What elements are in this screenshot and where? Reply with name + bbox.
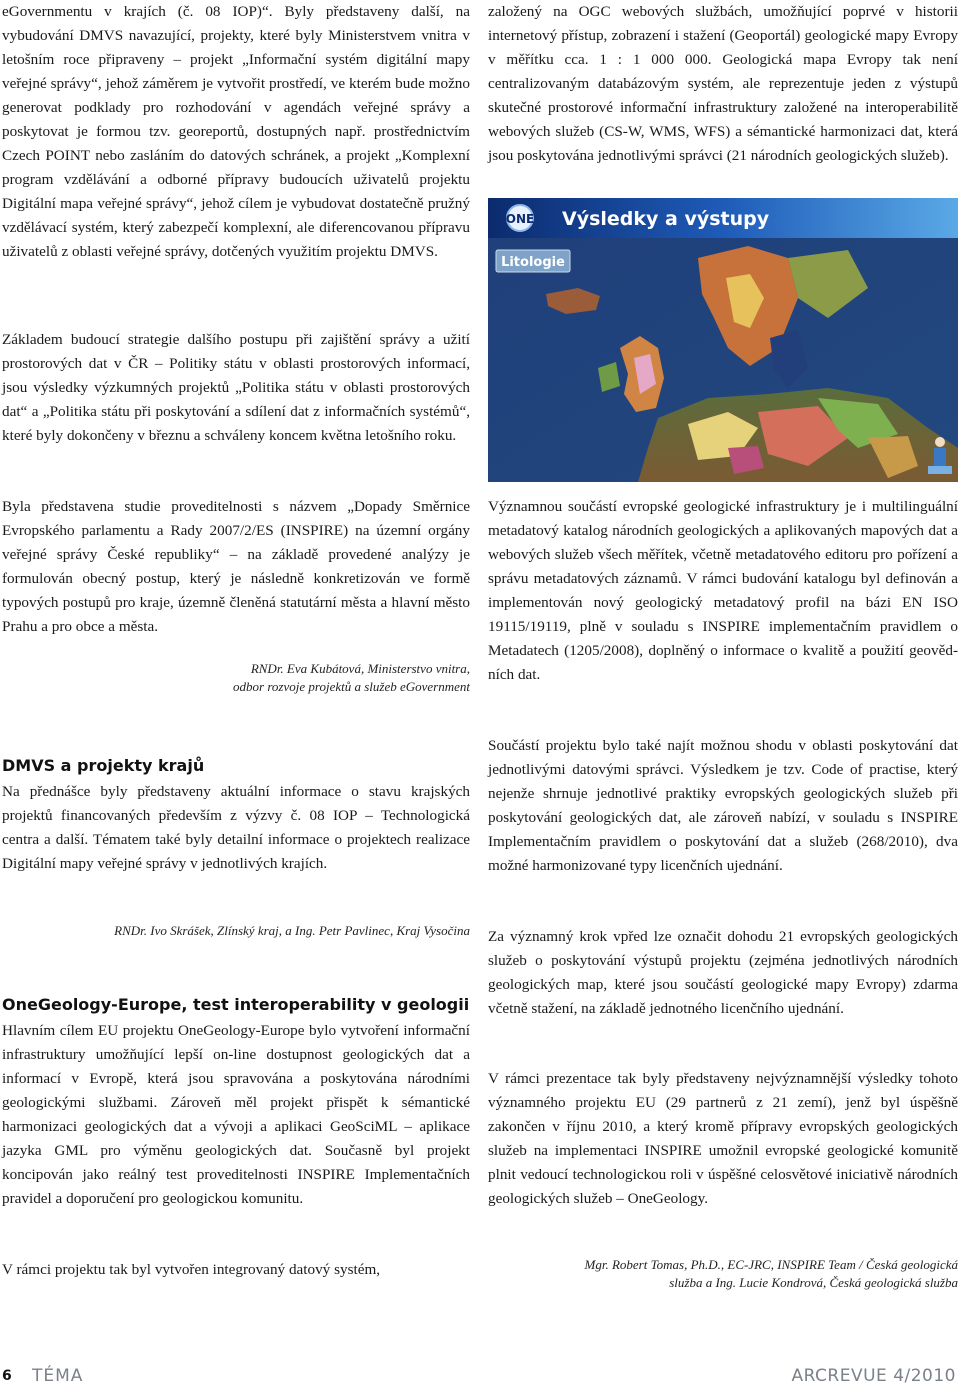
section-heading-dmvs: DMVS a projekty krajů (2, 756, 205, 775)
signature-line: Mgr. Robert Tomas, Ph.D., EC-JRC, INSPIRE Team / Česká geologická (584, 1257, 958, 1272)
left-paragraph-2: Základem budoucí strategie dalšího postupu při zajištění správy a užití prostorových dat v ČR – Politiky státu v oblasti prostorových informací, jsou výsledky výzkumných projektů „Politika státu v oblasti prostorových dat“ a „Politika státu při poskytování a sdílení dat z informačních systémů“, které byly dokončeny v březnu a schváleny koncem května letošního roku. (2, 331, 470, 444)
section-label: TÉMA (32, 1366, 84, 1386)
left-paragraph-4: Na přednášce byly představeny aktuální informace o stavu krajských projektů financovaných především z výzvy č. 08 IOP – Technologická centra a další. Tématem také byly detailní informace o projektech realizace Digitální mapy veřejné správy v jednotlivých krajích. (2, 783, 470, 872)
litologie-tab: Litologie (501, 255, 565, 270)
onegeology-logo: ONE (505, 212, 535, 226)
left-paragraph-5: Hlavním cílem EU projektu OneGeology-Europe bylo vytvoření informační infrastruktury umožňující lepší on-line dostupnost geologických dat a informací v Evropě, která jsou spravována a poskytována národními geologickými službami. Zároveň měl projekt přispět k sémantické harmonizaci geologických dat a vývoji a aplikaci GeoSciML – aplikace jazyka GML pro výměnu geologických dat. Současně byl projekt koncipován jako reálný test proveditelnosti INSPIRE Implementačních pravidel a doporučení pro geologickou komunitu. (2, 1022, 470, 1207)
onegeology-map-figure (488, 198, 958, 482)
signature-skrasek (2, 922, 470, 940)
right-paragraph-3: Součástí projektu bylo také najít možnou shodu v oblasti poskytování dat jednotlivými datovými správci. Výsledkem je tzv. Code of practise, který nejenže shrnuje jednotlivé praktiky evropských geologických služeb při poskytování geologických dat, ale zároveň nabízí, v souladu s INSPIRE Implementačním pravidlem o poskytování dat a služeb (268/2010), dva možné harmonizované typy licenčních ujednání. (488, 737, 958, 874)
left-paragraph-3: Byla představena studie proveditelnosti s názvem „Dopady Směrnice Evropského parlamentu a Rady 2007/2/ES (INSPIRE) na územní orgány veřejné správy České republiky“ – na základě provedené analýzy je formulován obecný postup, který je následně konkretizován ve formě typových postupů pro kraje, územně členěná statutární města a hlavní město Prahu a pro obce a města. (2, 498, 470, 635)
page-number: 6 (2, 1368, 12, 1384)
right-paragraph-2: Významnou součástí evropské geologické infrastruktury je i multilinguální metadatový katalog národních geologických a aplikovaných mapových dat a webových služeb všech měřítek, včetně metadatového editoru pro pořízení a správu metadatových záznamů. V rámci budování katalogu byl definován a implementován nový geologický metadatový profil na bázi EN ISO 19115/19119, plně v souladu s INSPIRE implementačním pravidlem o Metadatech (1205/2008), doplněný o informace o kvalitě a použití geovědních dat. (488, 498, 958, 683)
signature-line: služba a Ing. Lucie Kondrová, Česká geologická služba (669, 1275, 958, 1290)
banner-title: Výsledky a výstupy (562, 208, 770, 230)
section-heading-onegeology: OneGeology-Europe, test interoperability v geologii (2, 995, 470, 1014)
signature-line: RNDr. Ivo Skrášek, Zlínský kraj, a Ing. Petr Pavlinec, Kraj Vysočina (114, 923, 470, 938)
map-illustration (488, 198, 958, 482)
signature-kubatova (2, 660, 470, 696)
left-paragraph-1: eGovernmentu v krajích (č. 08 IOP)“. Byly představeny další, na vybudování DMVS navazující, projekty, které byly Ministerstvem vnitra v letošním roce připraveny – projekt „Informační systém digitální mapy veřejné správy“, jehož záměrem je vytvořit prostředí, ve kterém bude možno generovat podklady pro rozhodování v agendách veřejné správy a poskytovat je formou tzv. georeportů, dostupných např. prostřednictvím Czech POINT nebo zasláním do datových schránek, a projekt „Komplexní program vzdělávání a odborné přípravy budoucích uživatelů projektu Digitální mapa veřejné správy“, jehož cílem je vybudovat dostatečně pružný vzdělávací systém, který zabezpečí komplexní, ale diferencovanou přípravu uživatelů z oblasti veřejné správy, dotčených využitím projektu DMVS. (2, 3, 470, 260)
magazine-label: ARCREVUE 4/2010 (791, 1366, 956, 1386)
left-paragraph-6: V rámci projektu tak byl vytvořen integrovaný datový systém, (2, 1261, 381, 1278)
right-paragraph-4: Za významný krok vpřed lze označit dohodu 21 evropských geologických služeb o poskytování výstupů projektu (zejména jednotlivých národních geologických map, které jsou součástí geologické mapy Evropy) zdarma včetně stažení, na základě jednotného licenčního ujednání. (488, 928, 958, 1017)
signature-line: odbor rozvoje projektů a služeb eGovernment (233, 679, 470, 694)
signature-line: RNDr. Eva Kubátová, Ministerstvo vnitra, (250, 661, 470, 676)
signature-tomas (488, 1256, 958, 1292)
right-paragraph-1: založený na OGC webových službách, umožňující poprvé v historii internetový přístup, zobrazení i stažení (Geoportál) geologické mapy Evropy v měřítku cca. 1 : 1 000 000. Geologická mapa Evropy tak není centralizovaným databázovým systém, ale reprezentuje jeden z výstupů skutečné prostorové informační infrastruktury založené na interoperabilitě webových služeb (CS-W, WMS, WFS) a sémantické harmonizaci dat, která jsou poskytována jednotlivými správci (21 národních geologických služeb). (488, 3, 958, 164)
right-paragraph-5: V rámci prezentace tak byly představeny nejvýznamnější výsledky tohoto významného projektu EU (29 partnerů z 21 zemí), jenž byl úspěšně zakončen v říjnu 2010, a který kromě přípravy evropských geologických služeb na implementaci INSPIRE umožnil evropské geologické komunitě plnit vedoucí technologickou roli v úspěšné celosvětové iniciativě národních geologických služeb – OneGeology. (488, 1070, 958, 1207)
